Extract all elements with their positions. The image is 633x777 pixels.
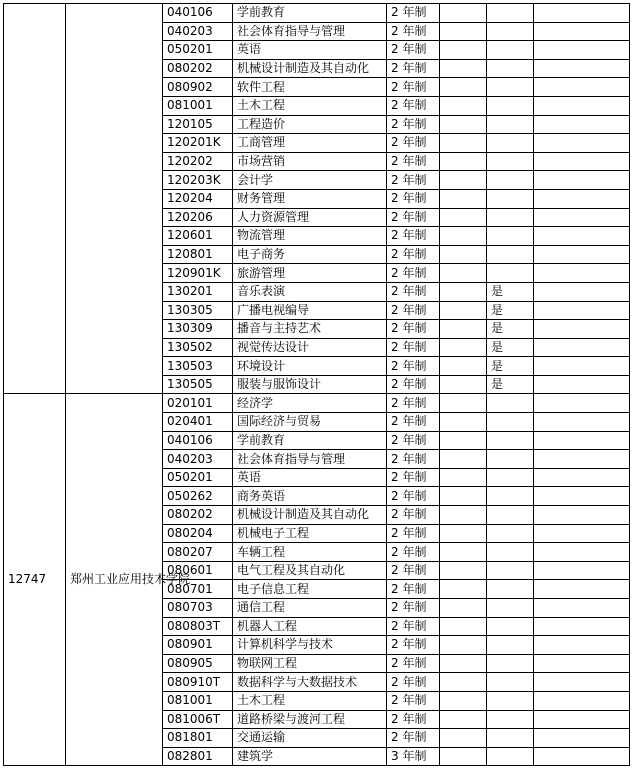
major-name-cell: 财务管理 [233, 189, 387, 208]
major-code-cell: 120801 [163, 245, 233, 264]
school-code-cell [4, 4, 66, 394]
extra-cell [440, 96, 487, 115]
empty-cell [534, 338, 630, 357]
flag-cell [487, 691, 534, 710]
major-code-cell: 120202 [163, 152, 233, 171]
major-code-cell: 040203 [163, 22, 233, 41]
major-name-cell: 旅游管理 [233, 264, 387, 283]
major-code-cell: 040106 [163, 4, 233, 23]
major-code-cell: 080803T [163, 617, 233, 636]
major-name-cell: 英语 [233, 41, 387, 60]
duration-cell: 2 年制 [387, 506, 440, 525]
flag-cell [487, 636, 534, 655]
empty-cell [534, 96, 630, 115]
duration-cell: 2 年制 [387, 394, 440, 413]
empty-cell [534, 59, 630, 78]
duration-cell: 2 年制 [387, 171, 440, 190]
major-name-cell: 物联网工程 [233, 654, 387, 673]
major-code-cell: 130503 [163, 357, 233, 376]
empty-cell [534, 282, 630, 301]
duration-cell: 2 年制 [387, 729, 440, 748]
major-name-cell: 机械电子工程 [233, 524, 387, 543]
major-name-cell: 通信工程 [233, 599, 387, 618]
major-code-cell: 120901K [163, 264, 233, 283]
major-name-cell: 学前教育 [233, 431, 387, 450]
duration-cell: 2 年制 [387, 245, 440, 264]
flag-cell [487, 468, 534, 487]
major-code-cell: 130305 [163, 301, 233, 320]
extra-cell [440, 468, 487, 487]
program-table [3, 3, 630, 766]
empty-cell [534, 115, 630, 134]
extra-cell [440, 301, 487, 320]
duration-cell: 2 年制 [387, 710, 440, 729]
flag-cell [487, 654, 534, 673]
empty-cell [534, 468, 630, 487]
empty-cell [534, 673, 630, 692]
major-code-cell: 130201 [163, 282, 233, 301]
major-name-cell: 交通运输 [233, 729, 387, 748]
flag-cell [487, 189, 534, 208]
duration-cell: 2 年制 [387, 375, 440, 394]
duration-cell: 2 年制 [387, 338, 440, 357]
duration-cell: 2 年制 [387, 227, 440, 246]
major-name-cell: 道路桥梁与渡河工程 [233, 710, 387, 729]
empty-cell [534, 487, 630, 506]
flag-cell [487, 152, 534, 171]
major-name-cell: 环境设计 [233, 357, 387, 376]
empty-cell [534, 394, 630, 413]
duration-cell: 2 年制 [387, 357, 440, 376]
major-code-cell: 080202 [163, 59, 233, 78]
major-code-cell: 080905 [163, 654, 233, 673]
flag-cell: 是 [487, 357, 534, 376]
duration-cell: 2 年制 [387, 115, 440, 134]
major-code-cell: 081801 [163, 729, 233, 748]
empty-cell [534, 599, 630, 618]
major-code-cell: 040106 [163, 431, 233, 450]
major-name-cell: 视觉传达设计 [233, 338, 387, 357]
extra-cell [440, 59, 487, 78]
major-code-cell: 120105 [163, 115, 233, 134]
major-name-cell: 建筑学 [233, 747, 387, 766]
extra-cell [440, 599, 487, 618]
duration-cell: 2 年制 [387, 189, 440, 208]
empty-cell [534, 208, 630, 227]
major-name-cell: 工商管理 [233, 134, 387, 153]
empty-cell [534, 710, 630, 729]
empty-cell [534, 561, 630, 580]
empty-cell [534, 617, 630, 636]
extra-cell [440, 134, 487, 153]
flag-cell [487, 134, 534, 153]
major-code-cell: 040203 [163, 450, 233, 469]
extra-cell [440, 729, 487, 748]
extra-cell [440, 282, 487, 301]
major-name-cell: 会计学 [233, 171, 387, 190]
major-code-cell: 120206 [163, 208, 233, 227]
duration-cell: 2 年制 [387, 468, 440, 487]
duration-cell: 2 年制 [387, 4, 440, 23]
extra-cell [440, 506, 487, 525]
extra-cell [440, 450, 487, 469]
major-name-cell: 国际经济与贸易 [233, 413, 387, 432]
major-name-cell: 商务英语 [233, 487, 387, 506]
empty-cell [534, 691, 630, 710]
major-code-cell: 081001 [163, 96, 233, 115]
empty-cell [534, 189, 630, 208]
extra-cell [440, 245, 487, 264]
major-name-cell: 机械设计制造及其自动化 [233, 506, 387, 525]
major-name-cell: 土木工程 [233, 691, 387, 710]
empty-cell [534, 41, 630, 60]
duration-cell: 2 年制 [387, 524, 440, 543]
empty-cell [534, 654, 630, 673]
major-name-cell: 电子信息工程 [233, 580, 387, 599]
major-code-cell: 050201 [163, 41, 233, 60]
duration-cell: 3 年制 [387, 747, 440, 766]
major-name-cell: 物流管理 [233, 227, 387, 246]
extra-cell [440, 264, 487, 283]
duration-cell: 2 年制 [387, 413, 440, 432]
extra-cell [440, 617, 487, 636]
empty-cell [534, 134, 630, 153]
school-code-cell: 12747 [4, 394, 66, 766]
flag-cell [487, 22, 534, 41]
empty-cell [534, 301, 630, 320]
empty-cell [534, 413, 630, 432]
major-name-cell: 社会体育指导与管理 [233, 450, 387, 469]
empty-cell [534, 78, 630, 97]
major-name-cell: 英语 [233, 468, 387, 487]
empty-cell [534, 320, 630, 339]
school-name-cell [66, 4, 163, 394]
flag-cell [487, 208, 534, 227]
empty-cell [534, 357, 630, 376]
major-name-cell: 广播电视编导 [233, 301, 387, 320]
extra-cell [440, 22, 487, 41]
table-row [4, 4, 630, 23]
empty-cell [534, 152, 630, 171]
extra-cell [440, 524, 487, 543]
extra-cell [440, 747, 487, 766]
major-code-cell: 020401 [163, 413, 233, 432]
duration-cell: 2 年制 [387, 59, 440, 78]
extra-cell [440, 431, 487, 450]
empty-cell [534, 375, 630, 394]
major-name-cell: 车辆工程 [233, 543, 387, 562]
extra-cell [440, 673, 487, 692]
extra-cell [440, 227, 487, 246]
duration-cell: 2 年制 [387, 561, 440, 580]
flag-cell [487, 115, 534, 134]
empty-cell [534, 431, 630, 450]
major-code-cell: 050262 [163, 487, 233, 506]
major-code-cell: 080703 [163, 599, 233, 618]
flag-cell [487, 543, 534, 562]
empty-cell [534, 524, 630, 543]
flag-cell: 是 [487, 301, 534, 320]
flag-cell [487, 264, 534, 283]
major-name-cell: 工程造价 [233, 115, 387, 134]
major-name-cell: 软件工程 [233, 78, 387, 97]
major-name-cell: 机械设计制造及其自动化 [233, 59, 387, 78]
major-code-cell: 130309 [163, 320, 233, 339]
duration-cell: 2 年制 [387, 22, 440, 41]
extra-cell [440, 115, 487, 134]
major-code-cell: 080207 [163, 543, 233, 562]
flag-cell [487, 599, 534, 618]
extra-cell [440, 78, 487, 97]
extra-cell [440, 357, 487, 376]
empty-cell [534, 245, 630, 264]
major-code-cell: 120203K [163, 171, 233, 190]
flag-cell [487, 617, 534, 636]
duration-cell: 2 年制 [387, 580, 440, 599]
extra-cell [440, 338, 487, 357]
major-code-cell: 080910T [163, 673, 233, 692]
flag-cell: 是 [487, 338, 534, 357]
major-code-cell: 080202 [163, 506, 233, 525]
flag-cell [487, 394, 534, 413]
major-code-cell: 080901 [163, 636, 233, 655]
major-code-cell: 081006T [163, 710, 233, 729]
duration-cell: 2 年制 [387, 431, 440, 450]
empty-cell [534, 4, 630, 23]
duration-cell: 2 年制 [387, 599, 440, 618]
flag-cell [487, 524, 534, 543]
flag-cell [487, 59, 534, 78]
empty-cell [534, 22, 630, 41]
extra-cell [440, 41, 487, 60]
flag-cell [487, 245, 534, 264]
major-code-cell: 080601 [163, 561, 233, 580]
duration-cell: 2 年制 [387, 691, 440, 710]
duration-cell: 2 年制 [387, 282, 440, 301]
empty-cell [534, 506, 630, 525]
flag-cell: 是 [487, 375, 534, 394]
extra-cell [440, 691, 487, 710]
flag-cell [487, 227, 534, 246]
major-code-cell: 080204 [163, 524, 233, 543]
flag-cell [487, 561, 534, 580]
empty-cell [534, 729, 630, 748]
extra-cell [440, 636, 487, 655]
major-name-cell: 经济学 [233, 394, 387, 413]
major-code-cell: 080701 [163, 580, 233, 599]
flag-cell [487, 710, 534, 729]
duration-cell: 2 年制 [387, 320, 440, 339]
flag-cell [487, 41, 534, 60]
flag-cell [487, 96, 534, 115]
duration-cell: 2 年制 [387, 134, 440, 153]
extra-cell [440, 4, 487, 23]
major-code-cell: 050201 [163, 468, 233, 487]
extra-cell [440, 580, 487, 599]
major-code-cell: 120201K [163, 134, 233, 153]
major-code-cell: 080902 [163, 78, 233, 97]
flag-cell [487, 431, 534, 450]
flag-cell [487, 747, 534, 766]
extra-cell [440, 189, 487, 208]
table-row [4, 394, 630, 413]
empty-cell [534, 580, 630, 599]
duration-cell: 2 年制 [387, 673, 440, 692]
major-name-cell: 服装与服饰设计 [233, 375, 387, 394]
extra-cell [440, 152, 487, 171]
flag-cell [487, 487, 534, 506]
major-code-cell: 130505 [163, 375, 233, 394]
major-code-cell: 120601 [163, 227, 233, 246]
major-name-cell: 数据科学与大数据技术 [233, 673, 387, 692]
major-code-cell: 020101 [163, 394, 233, 413]
extra-cell [440, 543, 487, 562]
major-name-cell: 人力资源管理 [233, 208, 387, 227]
extra-cell [440, 320, 487, 339]
extra-cell [440, 710, 487, 729]
extra-cell [440, 208, 487, 227]
empty-cell [534, 264, 630, 283]
major-name-cell: 土木工程 [233, 96, 387, 115]
duration-cell: 2 年制 [387, 654, 440, 673]
major-name-cell: 机器人工程 [233, 617, 387, 636]
flag-cell [487, 450, 534, 469]
flag-cell [487, 4, 534, 23]
flag-cell [487, 673, 534, 692]
school-name-cell: 郑州工业应用技术学院 [66, 394, 163, 766]
flag-cell: 是 [487, 320, 534, 339]
empty-cell [534, 636, 630, 655]
major-name-cell: 电子商务 [233, 245, 387, 264]
duration-cell: 2 年制 [387, 152, 440, 171]
duration-cell: 2 年制 [387, 487, 440, 506]
major-name-cell: 电气工程及其自动化 [233, 561, 387, 580]
flag-cell [487, 506, 534, 525]
table-body [4, 4, 630, 766]
extra-cell [440, 561, 487, 580]
extra-cell [440, 171, 487, 190]
flag-cell [487, 171, 534, 190]
duration-cell: 2 年制 [387, 617, 440, 636]
empty-cell [534, 747, 630, 766]
major-code-cell: 081001 [163, 691, 233, 710]
major-name-cell: 市场营销 [233, 152, 387, 171]
extra-cell [440, 413, 487, 432]
flag-cell [487, 580, 534, 599]
extra-cell [440, 487, 487, 506]
flag-cell: 是 [487, 282, 534, 301]
extra-cell [440, 654, 487, 673]
empty-cell [534, 543, 630, 562]
extra-cell [440, 375, 487, 394]
duration-cell: 2 年制 [387, 301, 440, 320]
major-code-cell: 082801 [163, 747, 233, 766]
duration-cell: 2 年制 [387, 78, 440, 97]
duration-cell: 2 年制 [387, 208, 440, 227]
major-name-cell: 音乐表演 [233, 282, 387, 301]
flag-cell [487, 78, 534, 97]
duration-cell: 2 年制 [387, 636, 440, 655]
flag-cell [487, 729, 534, 748]
duration-cell: 2 年制 [387, 41, 440, 60]
major-name-cell: 社会体育指导与管理 [233, 22, 387, 41]
empty-cell [534, 450, 630, 469]
major-name-cell: 学前教育 [233, 4, 387, 23]
empty-cell [534, 227, 630, 246]
duration-cell: 2 年制 [387, 96, 440, 115]
major-name-cell: 播音与主持艺术 [233, 320, 387, 339]
duration-cell: 2 年制 [387, 450, 440, 469]
flag-cell [487, 413, 534, 432]
extra-cell [440, 394, 487, 413]
empty-cell [534, 171, 630, 190]
major-code-cell: 130502 [163, 338, 233, 357]
duration-cell: 2 年制 [387, 543, 440, 562]
major-name-cell: 计算机科学与技术 [233, 636, 387, 655]
major-code-cell: 120204 [163, 189, 233, 208]
duration-cell: 2 年制 [387, 264, 440, 283]
